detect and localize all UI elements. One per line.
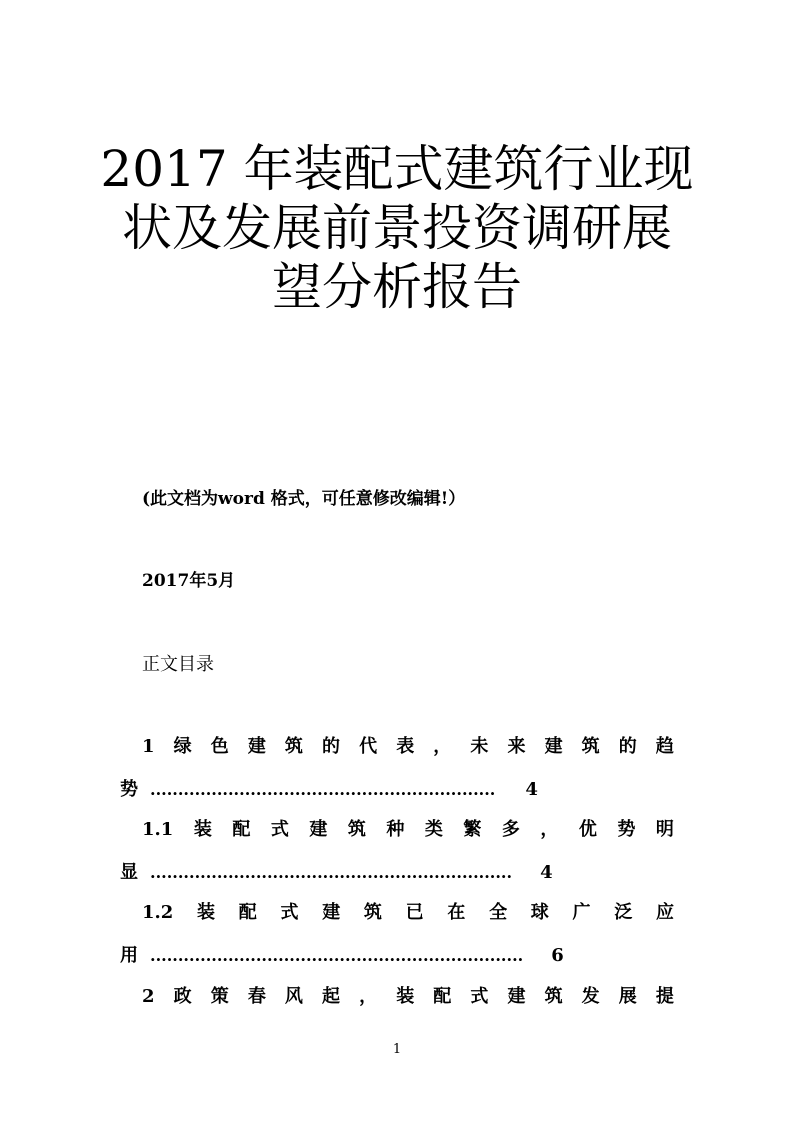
format-note: (此文档为word 格式，可任意修改编辑!） bbox=[142, 489, 466, 509]
toc-entry-second-line bbox=[120, 943, 674, 969]
toc-char: 优 bbox=[578, 819, 597, 840]
toc-char: 的 bbox=[618, 736, 637, 757]
toc-char: 1.1 bbox=[142, 819, 174, 840]
toc-char: 式 bbox=[270, 819, 289, 840]
toc-char: 建 bbox=[507, 986, 526, 1007]
toc-char: 策 bbox=[210, 986, 229, 1007]
page-number: 1 bbox=[392, 1042, 402, 1057]
toc-char: 势 bbox=[617, 819, 636, 840]
toc-entry[interactable] bbox=[120, 984, 674, 1010]
toc-char: 春 bbox=[247, 986, 266, 1007]
toc-char: 装 bbox=[193, 819, 212, 840]
toc-entry-title-line bbox=[120, 734, 674, 760]
toc-entry-second-line bbox=[120, 777, 674, 803]
title-line-3: 望分析报告 bbox=[272, 258, 522, 316]
toc-entry-title-end: 势 bbox=[120, 779, 138, 800]
toc-char: 建 bbox=[309, 819, 328, 840]
toc-char: 的 bbox=[322, 736, 340, 757]
toc-char: ， bbox=[359, 986, 378, 1007]
toc-page-number: 4 bbox=[540, 862, 553, 883]
toc-entry-title-line bbox=[120, 984, 674, 1010]
toc-entry-title-line bbox=[120, 817, 674, 843]
toc-char: 筑 bbox=[284, 736, 303, 757]
toc-char: 2 bbox=[142, 986, 155, 1007]
toc-char: 来 bbox=[507, 736, 526, 757]
toc-entry[interactable] bbox=[120, 734, 674, 803]
toc-char: 绿 bbox=[173, 736, 192, 757]
toc-char: 泛 bbox=[614, 902, 633, 923]
toc-char: 式 bbox=[470, 986, 489, 1007]
toc-char: 类 bbox=[424, 819, 443, 840]
toc-char: 已 bbox=[405, 902, 424, 923]
toc-char: 提 bbox=[655, 986, 674, 1007]
toc-char: 在 bbox=[447, 902, 466, 923]
toc-char: 建 bbox=[247, 736, 266, 757]
toc-char: 筑 bbox=[544, 986, 563, 1007]
toc-char: 配 bbox=[238, 902, 257, 923]
toc-char: 起 bbox=[322, 986, 340, 1007]
toc-char: 色 bbox=[210, 736, 229, 757]
toc-char: ， bbox=[433, 736, 452, 757]
toc-char: 建 bbox=[544, 736, 563, 757]
toc-char: ， bbox=[540, 819, 559, 840]
toc-char: 1.2 bbox=[142, 902, 174, 923]
toc-char: 发 bbox=[581, 986, 600, 1007]
toc-entry-title-end: 用 bbox=[120, 945, 138, 966]
toc-char: 繁 bbox=[463, 819, 482, 840]
title-line-2: 状及发展前景投资调研展 bbox=[122, 199, 672, 257]
toc-char: 多 bbox=[501, 819, 520, 840]
toc-char: 式 bbox=[280, 902, 299, 923]
toc-entry[interactable] bbox=[120, 817, 674, 886]
toc-char: 筑 bbox=[363, 902, 382, 923]
toc-entry-title-end: 显 bbox=[120, 862, 138, 883]
toc-char: 配 bbox=[232, 819, 251, 840]
toc-page-number: 4 bbox=[525, 779, 538, 800]
toc-char: 趋 bbox=[655, 736, 674, 757]
toc-page-number: 6 bbox=[551, 945, 564, 966]
toc-char: 表 bbox=[396, 736, 415, 757]
toc-char: 球 bbox=[530, 902, 549, 923]
toc-char: 展 bbox=[618, 986, 637, 1007]
toc-char: 筑 bbox=[347, 819, 366, 840]
toc-leader-dots: ................................................................... bbox=[150, 946, 524, 965]
toc-entry-second-line bbox=[120, 860, 674, 886]
toc-char: 装 bbox=[396, 986, 415, 1007]
toc-char: 广 bbox=[572, 902, 591, 923]
toc-heading: 正文目录 bbox=[142, 654, 214, 675]
toc-leader-dots: .............................................................. bbox=[150, 780, 496, 799]
toc-char: 未 bbox=[470, 736, 489, 757]
toc-char: 政 bbox=[173, 986, 192, 1007]
toc-char: 全 bbox=[489, 902, 508, 923]
toc-char: 装 bbox=[197, 902, 216, 923]
toc-char: 配 bbox=[433, 986, 452, 1007]
toc-char: 建 bbox=[322, 902, 341, 923]
toc-entry-title-line bbox=[120, 900, 674, 926]
document-date: 2017年5月 bbox=[142, 571, 236, 591]
toc-char: 种 bbox=[386, 819, 405, 840]
title-line-1: 2017 年装配式建筑行业现 bbox=[100, 140, 694, 198]
toc-char: 代 bbox=[359, 736, 378, 757]
toc-char: 筑 bbox=[581, 736, 600, 757]
toc-char: 1 bbox=[142, 736, 155, 757]
toc-char: 明 bbox=[655, 819, 674, 840]
toc-entry[interactable] bbox=[120, 900, 674, 969]
toc-leader-dots: ................................................................. bbox=[150, 863, 513, 882]
document-title bbox=[100, 140, 694, 317]
toc-char: 应 bbox=[655, 902, 674, 923]
toc-char: 风 bbox=[284, 986, 303, 1007]
